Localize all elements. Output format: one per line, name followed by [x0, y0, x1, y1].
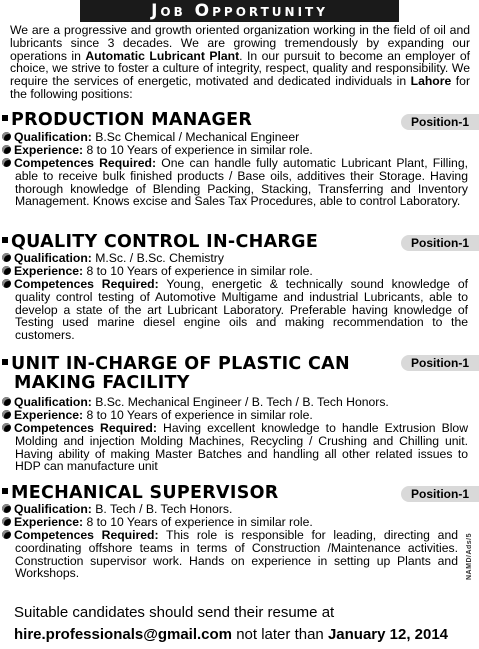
competences-row: Competences Required: Having excellent knowledge to handle Extrusion Blow Molding and injection Molding Machines, Recycling / Crushing and Chilling unit. Having ability of making Master Batches and handling all other related issues to HDP can manufacture unit — [2, 422, 468, 473]
section-marker-icon — [2, 115, 8, 121]
position-title-production-manager: PRODUCTION MANAGER — [2, 111, 252, 130]
footer-instruction: Suitable candidates should send their resume at — [14, 604, 335, 621]
position-title-quality-control: QUALITY CONTROL IN-CHARGE — [2, 233, 318, 252]
competences-row: Competences Required: This role is responsible for leading, directing and coordinating offshore teams in terms of Construction /Maintenance activities. Construction supervisor work. Hands on experience in setting up Plants and Workshops. — [2, 529, 458, 580]
bullet-icon — [2, 279, 11, 288]
intro-highlight-plant: Automatic Lubricant Plant — [85, 48, 240, 63]
bullet-icon — [2, 132, 11, 141]
bullet-icon — [2, 145, 11, 154]
qualification-row: Qualification: B.Sc. Mechanical Engineer / B. Tech / B. Tech Honors. — [2, 396, 468, 409]
bullet-icon — [2, 253, 11, 262]
intro-text-2: . In our pursuit to become an employer of choice, we strive to foster a culture of integrity, respect, quality and responsibility. We require the services of energetic, motivated and dedicated individuals in — [10, 48, 470, 89]
ad-code-watermark: NAMD/Ads/5 — [466, 532, 473, 580]
section-marker-icon — [2, 237, 8, 243]
intro-paragraph — [10, 24, 470, 101]
competences-row: Competences Required: One can handle fully automatic Lubricant Plant, Filling, able to receive bulk finished products / Base oils, additives their Storage. Having thorough knowledge of Blending Packing, Stacking, Transferring and Inventory Management. Knows excise and Sales Tax Procedures, able to control Laboratory. — [2, 157, 468, 208]
bullet-icon — [2, 423, 11, 432]
intro-text-1: We are a progressive and growth oriented organization working in the field of oil and lubricants since 3 decades. We are growing tremendously by expanding our operations in — [10, 23, 470, 63]
bullet-icon — [2, 504, 11, 513]
contact-email: hire.professionals@gmail.com — [14, 626, 233, 643]
position-badge: Position-1 — [401, 114, 479, 130]
experience-row: Experience: 8 to 10 Years of experience in similar role. — [2, 516, 468, 529]
qualification-row: Qualification: B. Tech / B. Tech Honors. — [2, 503, 468, 516]
page-title: Job Opportunity — [80, 0, 399, 22]
bullet-icon — [2, 410, 11, 419]
footer-contact — [14, 626, 448, 643]
position-title-unit-incharge: UNIT IN-CHARGE OF PLASTIC CAN — [2, 355, 350, 374]
intro-text-3: for the following positions: — [10, 74, 470, 101]
position-badge: Position-1 — [401, 486, 479, 502]
experience-row: Experience: 8 to 10 Years of experience in similar role. — [2, 144, 468, 157]
footer-connector: not later than — [232, 626, 328, 643]
position-badge: Position-1 — [401, 355, 479, 371]
bullet-icon — [2, 158, 11, 167]
bullet-icon — [2, 397, 11, 406]
section-marker-icon — [2, 488, 8, 494]
position-title-mechanical-supervisor: MECHANICAL SUPERVISOR — [2, 484, 279, 503]
position-badge: Position-1 — [401, 235, 479, 251]
deadline-date: January 12, 2014 — [327, 626, 449, 643]
qualification-row: Qualification: B.Sc Chemical / Mechanical Engineer — [2, 131, 468, 144]
bullet-icon — [2, 266, 11, 275]
competences-row: Competences Required: Young, energetic & technically sound knowledge of quality control testing of Automotive Multigame and industrial Lubricants, able to develop a state of the art Lubricant Laboratory. Preferable having knowledge of Testing used marine diesel engine oils and making recommendation to the customers. — [2, 278, 468, 342]
section-marker-icon — [2, 359, 8, 365]
position-title-unit-incharge-line2: MAKING FACILITY — [14, 373, 190, 393]
experience-row: Experience: 8 to 10 Years of experience in similar role. — [2, 265, 468, 278]
qualification-row: Qualification: M.Sc. / B.Sc. Chemistry — [2, 252, 468, 265]
experience-row: Experience: 8 to 10 Years of experience in similar role. — [2, 409, 468, 422]
intro-highlight-city: Lahore — [410, 74, 452, 89]
bullet-icon — [2, 517, 11, 526]
bullet-icon — [2, 530, 11, 539]
